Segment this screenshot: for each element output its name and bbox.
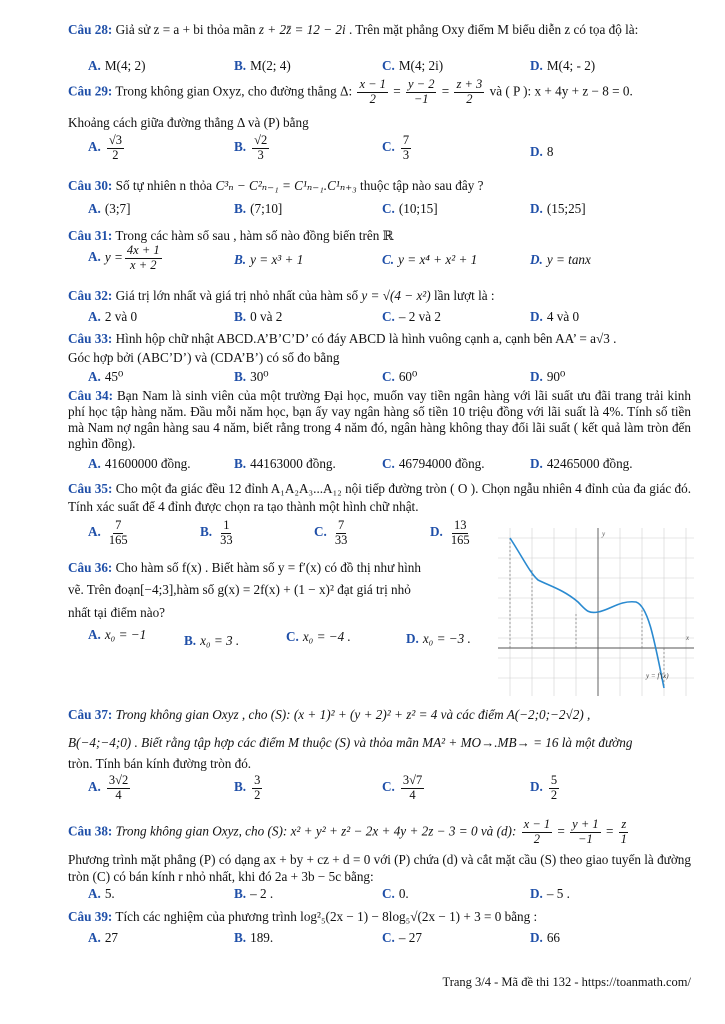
q33-opt-b[interactable]: B. 30⁰ — [234, 369, 269, 384]
q34-opt-c[interactable]: C. 46794000 đồng. — [382, 456, 485, 471]
q31-opt-d[interactable]: D. y = tanx — [530, 252, 591, 267]
q33-text2: Góc hợp bởi (ABC’D’) và (CDA’B’) có số đo bằng — [68, 350, 340, 365]
q36-line1: Cho hàm số f(x) . Biết hàm số y = f′(x) có đồ thị như hình — [115, 560, 421, 575]
q36-label: Câu 36: — [68, 560, 113, 575]
q32-text2: lần lượt là : — [433, 288, 495, 303]
question-36 — [68, 557, 487, 624]
q38-opt-b[interactable]: B. – 2 . — [234, 886, 274, 901]
q37-text: Trong không gian Oxyz , cho (S): (x + 1)² + (y + 2)² + z² = 4 và các điểm A(−2;0;−2√2) , — [115, 707, 591, 722]
q38-options — [68, 886, 691, 902]
q36-opt-b[interactable]: B. x₀ = 3 . — [184, 633, 240, 648]
derivative-curve — [510, 538, 664, 688]
q32-eq: y = √(4 − x²) — [361, 288, 431, 303]
q34-opt-d[interactable]: D. 42465000 đồng. — [530, 456, 633, 471]
q30-options — [68, 201, 691, 219]
q30-eq: C³ₙ − C²ₙ₋₁ = C¹ₙ₋₁.C¹ₙ₊₃ — [215, 178, 357, 193]
derivative-graph — [498, 528, 694, 696]
q30-opt-c[interactable]: C. (10;15] — [382, 201, 438, 216]
q38-opt-c[interactable]: C. 0. — [382, 886, 409, 901]
question-29: Câu 29: Trong không gian Oxyz, cho đường thẳng Δ: $\frac{x - 1}{2}$ = $\frac{y - 2}{-1}$ = $\frac{z + 3}{2}$ và ( P ): x + 4y + z − 8 = 0. — [68, 77, 633, 106]
q37-opt-d[interactable]: D. $\frac{5}{2}$ — [530, 773, 558, 802]
q29-opt-a[interactable]: A. $\frac{√3}{2}$ — [88, 133, 122, 162]
q38-opt-a[interactable]: A. 5. — [88, 886, 115, 901]
q29-frac-y: $\frac{y - 2}{-1}$ — [407, 77, 435, 106]
q38-text2: Phương trình mặt phẳng (P) có dạng ax + by + cz + d = 0 với (P) chứa (d) và cắt mặt cầu (S) theo giao tuyến là đường tròn (C) có bán kính r nhỏ nhất, khi đó 2a + 3b − 5c bằng: — [68, 852, 691, 884]
q35-opt-c[interactable]: C. $\frac{7}{33}$ — [314, 518, 348, 547]
question-31 — [68, 228, 691, 245]
page-footer: Trang 3/4 - Mã đề thi 132 - https://toanmath.com/ — [442, 975, 691, 989]
q29-frac-z: $\frac{z + 3}{2}$ — [456, 77, 483, 106]
q34-opt-a[interactable]: A. 41600000 đồng. — [88, 456, 191, 471]
q31-opt-b[interactable]: B. y = x³ + 1 — [234, 252, 304, 267]
q36-opt-c[interactable]: C. x₀ = −4 . — [286, 629, 351, 644]
q29-opt-c[interactable]: C. $\frac{7}{3}$ — [382, 133, 410, 162]
q35-opt-a[interactable]: A. $\frac{7}{165}$ — [88, 518, 128, 547]
q39-opt-d[interactable]: D. 66 — [530, 930, 561, 945]
q35-opt-d[interactable]: D. $\frac{13}{165}$ — [430, 518, 470, 547]
q30-opt-d[interactable]: D. (15;25] — [530, 201, 586, 216]
question-34 — [68, 388, 691, 452]
q33-opt-d[interactable]: D. 90⁰ — [530, 369, 566, 384]
q30-label: Câu 30: — [68, 178, 113, 193]
q31-opt-a[interactable]: A. y = $\frac{4x + 1}{x + 2}$ — [88, 243, 160, 272]
q29-label: Câu 29: — [68, 83, 113, 99]
q31-options — [68, 244, 691, 280]
q39-opt-c[interactable]: C. – 27 — [382, 930, 422, 945]
q38-text: Trong không gian Oxyz, cho (S): x² + y² + z² − 2x + 4y + 2z − 3 = 0 và (d): — [115, 823, 517, 839]
q28-opt-b[interactable]: B. M(2; 4) — [234, 58, 291, 73]
question-28 — [68, 22, 691, 39]
q39-options — [68, 930, 691, 946]
question-30 — [68, 178, 691, 195]
q28-text: Giả sử z = a + bi thỏa mãn — [115, 22, 256, 37]
q34-label: Câu 34: — [68, 388, 114, 403]
q28-eq: z + 2z̄ = 12 − 2i — [258, 22, 346, 37]
q30-text2: thuộc tập nào sau đây ? — [360, 178, 484, 193]
q32-label: Câu 32: — [68, 288, 113, 303]
q31-opt-c[interactable]: C. y = x⁴ + x² + 1 — [382, 252, 478, 267]
q36-opt-a[interactable]: A. x₀ = −1 — [88, 627, 147, 642]
q29-frac-x: $\frac{x - 1}{2}$ — [359, 77, 386, 106]
q39-opt-b[interactable]: B. 189. — [234, 930, 274, 945]
q32-opt-a[interactable]: A. 2 và 0 — [88, 309, 138, 324]
q38-label: Câu 38: — [68, 823, 113, 839]
question-32 — [68, 288, 691, 305]
q34-options — [68, 456, 691, 472]
q37-label: Câu 37: — [68, 707, 113, 722]
q28-options — [68, 58, 691, 74]
q35-opt-b[interactable]: B. $\frac{1}{33}$ — [200, 518, 233, 547]
question-33 — [68, 331, 691, 348]
q30-opt-a[interactable]: A. (3;7] — [88, 201, 131, 216]
q31-label: Câu 31: — [68, 228, 113, 243]
q30-text: Số tự nhiên n thỏa — [115, 178, 213, 193]
q30-opt-b[interactable]: B. (7;10] — [234, 201, 283, 216]
q33-label: Câu 33: — [68, 331, 113, 346]
q32-options — [68, 309, 691, 325]
q33-options — [68, 369, 691, 385]
q28-text2: . Trên mặt phẳng Oxy điểm M biểu diễn z có tọa độ là: — [348, 22, 639, 37]
q28-opt-d[interactable]: D. M(4; - 2) — [530, 58, 596, 73]
q28-opt-c[interactable]: C. M(4; 2i) — [382, 58, 444, 73]
question-35 — [68, 480, 691, 516]
y-axis-label: y — [602, 530, 606, 538]
q29-text: Trong không gian Oxyz, cho đường thẳng Δ: — [115, 83, 353, 99]
q36-line3: nhất tại điểm nào? — [68, 604, 166, 620]
graph-curve-label: y = f′(x) — [646, 672, 669, 680]
q28-label: Câu 28: — [68, 22, 113, 37]
q32-opt-b[interactable]: B. 0 và 2 — [234, 309, 283, 324]
q35-text: Cho một đa giác đều 12 đỉnh A₁A₂A₃...A₁₂ nội tiếp đường tròn ( O ). Chọn ngẫu nhiên 4 đỉnh của đa giác đó. Tính xác suất để 4 đỉnh được chọn ra tạo thành một hình chữ nhật. — [68, 481, 692, 514]
guide-lines — [510, 538, 664, 688]
q39-text: Tích các nghiệm của phương trình log²₅(2x − 1) − 8log₅√(2x − 1) + 3 = 0 bằng : — [115, 909, 538, 924]
q37-opt-b[interactable]: B. $\frac{3}{2}$ — [234, 773, 261, 802]
q32-text: Giá trị lớn nhất và giá trị nhỏ nhất của hàm số — [115, 288, 359, 303]
q36-options — [68, 627, 487, 649]
q35-label: Câu 35: — [68, 481, 113, 496]
q37-text2: B(−4;−4;0) . Biết rằng tập hợp các điểm M thuộc (S) và thỏa mãn MA² + MO→.MB→ = 16 là một đường — [68, 735, 633, 750]
q34-opt-b[interactable]: B. 44163000 đồng. — [234, 456, 336, 471]
question-38: Câu 38: Trong không gian Oxyz, cho (S): x² + y² + z² − 2x + 4y + 2z − 3 = 0 và (d): $\frac{x - 1}{2}$ = $\frac{y + 1}{-1}$ = $\frac{z}{1}$ — [68, 817, 627, 846]
q32-opt-c[interactable]: C. – 2 và 2 — [382, 309, 441, 324]
q29-text2: và ( P ): x + 4y + z − 8 = 0. — [489, 83, 633, 99]
question-39 — [68, 909, 691, 926]
q39-label: Câu 39: — [68, 909, 113, 924]
q32-opt-d[interactable]: D. 4 và 0 — [530, 309, 580, 324]
q37-text3: tròn. Tính bán kính đường tròn đó. — [68, 756, 252, 771]
q34-text: Bạn Nam là sinh viên của một trường Đại học, muốn vay tiền ngân hàng với lãi suất ưu đãi trang trải kinh phí học tập hàng năm. Đầu mỗi năm học, bạn ấy vay ngân hàng số tiền 10 triệu đồng với lãi suất là 4%. Tính số tiền mà Nam nợ ngân hàng sau 4 năm, biết rằng trong 4 năm đó, ngân hàng không thay đổi lãi suất ( kết quả làm tròn đến nghìn đồng). — [68, 388, 691, 452]
q31-text: Trong các hàm số sau , hàm số nào đồng biến trên ℝ — [115, 228, 394, 243]
q38-opt-d[interactable]: D. – 5 . — [530, 886, 570, 901]
question-37 — [68, 707, 691, 724]
q37-opt-c[interactable]: C. $\frac{3√7}{4}$ — [382, 773, 423, 802]
q37-options — [68, 774, 691, 810]
q29-text3: Khoảng cách giữa đường thẳng Δ và (P) bằng — [68, 115, 309, 130]
q29-opt-b[interactable]: B. $\frac{√2}{3}$ — [234, 133, 268, 162]
q33-opt-a[interactable]: A. 45⁰ — [88, 369, 124, 384]
q36-opt-d[interactable]: D. x₀ = −3 . — [406, 631, 471, 646]
q28-opt-a[interactable]: A. M(4; 2) — [88, 58, 146, 73]
x-axis-label: x — [686, 634, 690, 642]
q29-opt-d[interactable]: D. 8 — [530, 144, 554, 159]
q37-opt-a[interactable]: A. $\frac{3√2}{4}$ — [88, 773, 129, 802]
q33-opt-c[interactable]: C. 60⁰ — [382, 369, 418, 384]
q35-options — [68, 519, 485, 555]
q33-text: Hình hộp chữ nhật ABCD.A’B’C’D’ có đáy ABCD là hình vuông cạnh a, cạnh bên AA’ = a√3 . — [115, 331, 617, 346]
q29-options — [68, 134, 691, 174]
q39-opt-a[interactable]: A. 27 — [88, 930, 119, 945]
q36-line2: vẽ. Trên đoạn[−4;3],hàm số g(x) = 2f(x) + (1 − x)² đạt giá trị nhỏ — [68, 582, 411, 598]
